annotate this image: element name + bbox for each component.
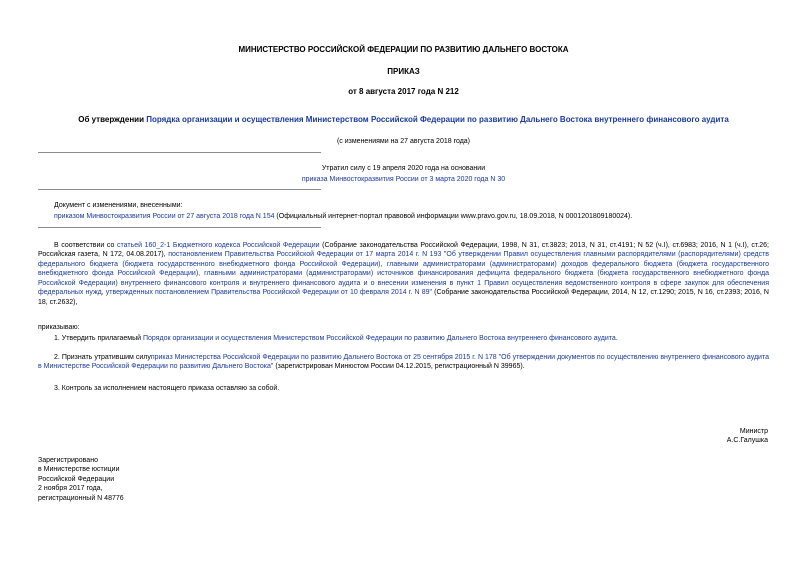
divider-line (38, 227, 321, 228)
doc-type-heading: ПРИКАЗ (387, 67, 420, 76)
divider-line (38, 189, 321, 190)
signature-role: Министр (739, 428, 768, 435)
item-2-end: (зарегистрирован Минюстом России 04.12.2015, регистрационный N 39965). (273, 363, 525, 371)
registration-line-1: Зарегистрировано (38, 457, 98, 464)
item-1-text: 1. Утвердить прилагаемый (54, 335, 143, 342)
registration-line-5: регистрационный N 48776 (38, 494, 124, 502)
government-decree-link[interactable]: постановлением Правительства Российской Федерации от 17 марта 2014 г. N 193 "Об утверждении Правил осуществления главными распорядителями (распорядителями) средств федерального бюджета (бюджета государственного внебюджетного фонда Российской Федерации), главными администраторами (администраторами) доходов федерального бюджета (бюджета государственного внебюджетного фонда Российской Федерации), главными администраторами (администраторами) источников финансирования дефицита федерального бюджета (бюджета государственного внебюджетного фонда Российской Федерации) внутреннего финансового контроля и внутреннего финансового аудита и о внесении изменения в пункт 1 Правил осуществления ведомственного контроля в сфере закупок для обеспечения федеральных нужд, утвержденных постановлением Правительства Российской Федерации от 10 февраля 2014 г. N 89" (38, 251, 769, 297)
changes-text (54, 212, 769, 221)
item-1 (38, 334, 769, 343)
procedure-link[interactable]: Порядок организации и осуществления Министерством Российской Федерации по развитию Дальнего Востока внутреннего финансового аудита (142, 335, 616, 342)
registration-block (38, 456, 124, 503)
item-2 (38, 353, 769, 372)
title-prefix: Об утверждении (78, 115, 147, 124)
title-link[interactable]: Порядка организации и осуществления Министерством Российской Федерации по развитию Дальнего Востока внутреннего финансового аудита (146, 115, 729, 124)
repealed-order-link[interactable]: приказ Министерства Российской Федерации по развитию Дальнего Востока от 25 сентября 2015 г. N 178 "Об утверждении документов по осуществлению внутреннего финансового аудита в Министерстве Российской Федерации по развитию Дальнего Востока" (38, 354, 769, 371)
item-1-end: . (615, 335, 618, 342)
signature-block (727, 427, 768, 446)
date-number-heading: от 8 августа 2017 года N 212 (348, 87, 459, 96)
registration-line-2: в Министерстве юстиции (38, 466, 120, 474)
budget-code-link[interactable]: статьей 160_2-1 Бюджетного кодекса Российской Федерации (116, 242, 320, 249)
changes-label: Документ с изменениями, внесенными: (54, 202, 183, 209)
document-title (30, 115, 777, 126)
order-word: приказываю: (38, 324, 80, 331)
changes-link[interactable]: приказом Минвостокразвития России от 27 августа 2018 года N 154 (54, 213, 275, 220)
item-3: 3. Контроль за исполнением настоящего приказа оставляю за собой. (54, 385, 280, 392)
changes-rest: (Официальный интернет-портал правовой информации www.pravo.gov.ru, 18.09.2018, N 0001201809180024). (274, 213, 633, 220)
preamble-paragraph (38, 241, 769, 307)
preamble-text-2: (Собрание законодательства Российской Федерации, 1998, N 31, ст.3823; 2013, N 31, ст.4191; N 52 (ч.I), ст.6983; 2016, N 1 (ч.I), ст.26; Российская газета, N 172, 04.08.2017), (38, 242, 769, 259)
divider-line (38, 152, 321, 153)
preamble-text-3: (Собрание законодательства Российской Федерации, 2014, N 12, ст.1290; 2015, N 16, ст.2393; 2016, N 18, ст.2632), (38, 289, 769, 306)
ministry-heading: МИНИСТЕРСТВО РОССИЙСКОЙ ФЕДЕРАЦИИ ПО РАЗВИТИЮ ДАЛЬНЕГО ВОСТОКА (238, 45, 569, 54)
registration-line-4: 2 ноября 2017 года, (38, 485, 103, 493)
lost-force-link[interactable]: приказа Минвостокразвития России от 3 марта 2020 года N 30 (301, 176, 506, 183)
preamble-text-1: В соответствии со (54, 242, 117, 249)
edition-note: (с изменениями на 27 августа 2018 года) (336, 138, 471, 145)
signature-name: А.С.Галушка (726, 437, 768, 445)
item-2-text: 2. Признать утратившим силу (54, 354, 151, 361)
registration-line-3: Российской Федерации (38, 475, 115, 483)
lost-force-line: Утратил силу с 19 апреля 2020 года на основании (321, 165, 486, 172)
